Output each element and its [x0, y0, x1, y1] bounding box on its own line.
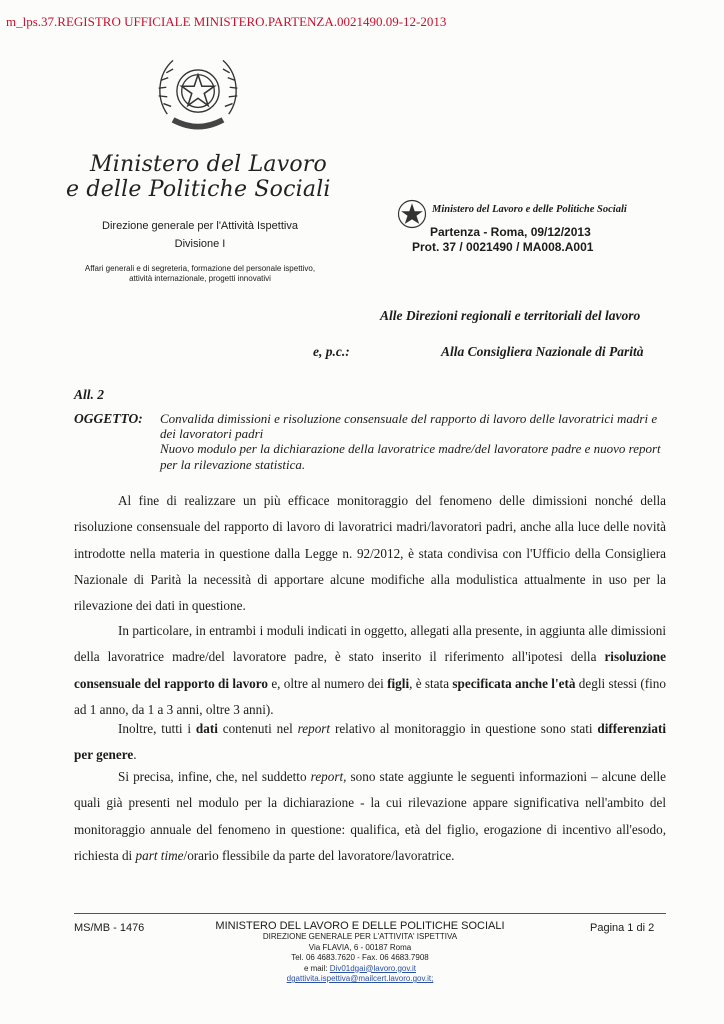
- stamp-protocol-number: Prot. 37 / 0021490 / MA008.A001: [412, 240, 594, 254]
- page-number: Pagina 1 di 2: [590, 922, 655, 934]
- paragraph-text: Al fine di realizzare un più efficace monitoraggio del fenomeno delle dimissioni nonché della risoluzione consensuale del rapporto di lavoro di lavoratrici madri/lavoratori padri, anche alla luce delle novità introdotte nella materia in questione dalla Legge n. 92/2012, è stata condivisa con l'Ufficio della Consigliera Nazionale di Parità la necessità di apportare alcune modifiche alla modulistica attualmente in uso per la rilevazione dei dati in questione.: [74, 493, 666, 614]
- recipient-primary: Alle Direzioni regionali e territoriali del lavoro: [380, 308, 641, 323]
- stamp-partenza: Partenza - Roma, 09/12/2013: [430, 225, 591, 239]
- footer-address: Via FLAVIA, 6 - 00187 Roma: [308, 942, 412, 952]
- divisione: Divisione I: [174, 238, 226, 250]
- subject-line2: Nuovo modulo per la dichiarazione della lavoratrice madre/del lavoratore padre e nuovo report per la rilevazione statistica.: [160, 441, 661, 472]
- footer-phone: Tel. 06 4683.7620 - Fax. 06 4683.7908: [291, 953, 429, 962]
- affari-generali: Affari generali e di segreteria, formazione del personale ispettivo, attività internazionale, progetti innovativi: [84, 264, 316, 283]
- protocol-header: m_lps.37.REGISTRO UFFICIALE MINISTERO.PARTENZA.0021490.09-12-2013: [6, 14, 447, 29]
- attachment-label: All. 2: [74, 387, 105, 402]
- stamp-emblem-icon: [394, 196, 430, 232]
- footer-email-line: e mail: Div01dgai@lavoro.gov.it: [303, 963, 417, 973]
- footer-divider: [74, 913, 666, 914]
- direzione-generale: Direzione generale per l'Attività Ispettiva: [102, 220, 298, 232]
- ministry-name-line1: Ministero del Lavoro: [90, 152, 327, 177]
- body-paragraph-3: Inoltre, tutti i dati contenuti nel report relativo al monitoraggio in questione sono stati differenziati per genere.: [74, 721, 666, 763]
- footer-title: MINISTERO DEL LAVORO E DELLE POLITICHE SOCIALI: [215, 920, 505, 932]
- epc-label: e, p.c.:: [313, 344, 350, 359]
- stamp-ministry: Ministero del Lavoro e delle Politiche Sociali: [432, 204, 627, 215]
- body-paragraph-4: Si precisa, infine, che, nel suddetto report, sono state aggiunte le seguenti informazioni – alcune delle quali già presenti nel modulo per la dichiarazione - la cui rilevazione appare significativa nell'ambito del monitoraggio annuale del fenomeno in questione: qualifica, età del figlio, erogazione di incentivo all'esodo, richiesta di part time/orario flessibile da parte del lavoratore/lavoratrice.: [74, 769, 667, 863]
- recipient-cc: Alla Consigliera Nazionale di Parità: [441, 344, 644, 359]
- subject-text: [160, 411, 665, 472]
- ministry-name-line2: e delle Politiche Sociali: [66, 177, 331, 202]
- footer-address-block: [200, 920, 520, 985]
- subject-label: OGGETTO:: [74, 411, 143, 426]
- footer-email-link[interactable]: Div01dgai@lavoro.gov.it: [329, 963, 417, 973]
- footer-subtitle: DIREZIONE GENERALE PER L'ATTIVITA' ISPETTIVA: [262, 932, 458, 941]
- footer-reference: MS/MB - 1476: [74, 922, 145, 934]
- body-paragraph-1: [74, 488, 666, 619]
- subject-line1: Convalida dimissioni e risoluzione consensuale del rapporto di lavoro delle lavoratrici madri e dei lavoratori padri: [160, 411, 658, 442]
- footer-pec-link[interactable]: dgattivita.ispettiva@mailcert.lavoro.gov.it;: [286, 974, 434, 983]
- body-paragraph-2: In particolare, in entrambi i moduli indicati in oggetto, allegati alla presente, in aggiunta alle dimissioni della lavoratrice madre/del lavoratore padre, è stato inserito il riferimento all'ipotesi della risoluzione consensuale del rapporto di lavoro e, oltre al numero dei figli, è stata specificata anche l'età degli stessi (fino ad 1 anno, da 1 a 3 anni, oltre 3 anni).: [74, 623, 666, 717]
- republic-emblem-icon: [150, 45, 246, 141]
